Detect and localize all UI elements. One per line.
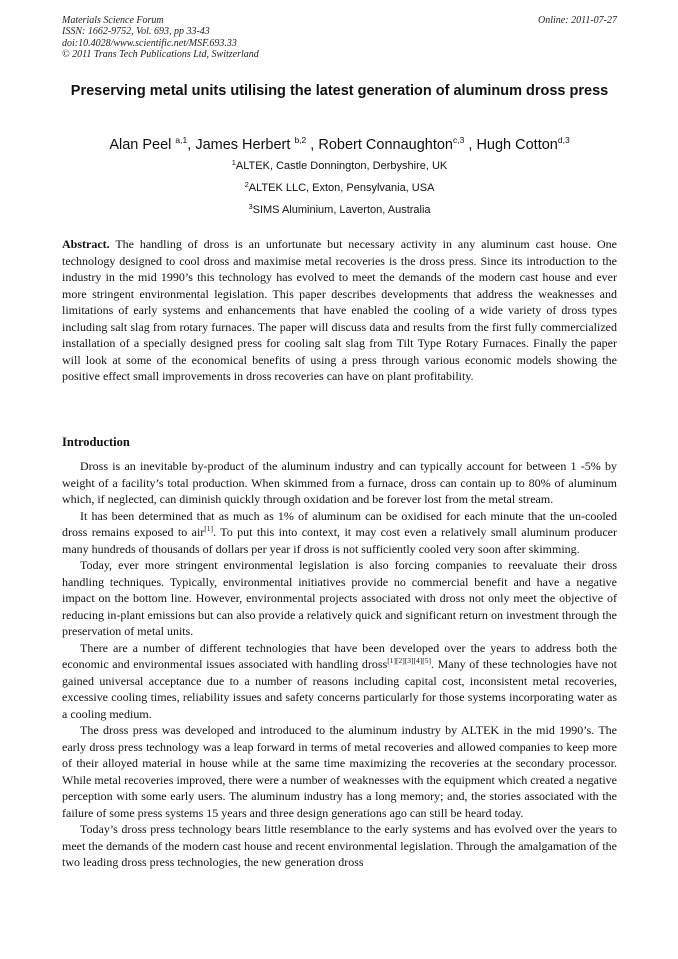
paragraph-text: . Many of these technologies have not gained universal acceptance due to a number of reasons including capital cost, inconsistent metal recoveries, excessive cooling times, reliability issues and safety concerns particularly for those systems incorporating water as a cooling medium.: [62, 657, 617, 721]
paragraph: Dross is an inevitable by-product of the aluminum industry and can typically account for between 1 -5% by weight of a facility’s total production. When skimmed from a furnace, dross can contain up to 80% of aluminum which, if neglected, can diminish quickly through oxidation and be forever lost from the metal stream.: [62, 459, 617, 506]
affil-number: 3: [248, 202, 253, 211]
journal-name: Materials Science Forum: [62, 15, 164, 26]
affil-number: 2: [244, 180, 249, 189]
paragraph-text: . To put this into context, it may cost even a relatively small aluminum producer many hundreds of thousands of dollars per year if dross is not sufficiently cooled very soon after skimming.: [62, 525, 618, 556]
affil-number: 1: [231, 158, 236, 167]
affiliation-1: [62, 156, 617, 173]
paragraph: [62, 640, 617, 723]
author-name: Hugh Cotton: [476, 137, 558, 153]
affiliation-3: [62, 200, 617, 217]
paragraph: Today, ever more stringent environmental legislation is also forcing companies to reevaluate their dross handling techniques. Typically, environmental initiatives provide no commercial benefit and have a negative impact on the bottom line. However, environmental projects associated with dross not only meet the objective of reducing in-plant emissions but can also provide a relatively quick and significant return on investment through the preservation of metal units.: [62, 558, 617, 638]
affil-text: ALTEK LLC, Exton, Pensylvania, USA: [248, 182, 435, 194]
abstract-text: The handling of dross is an unfortunate but necessary activity in any aluminum cast house. One technology designed to cool dross and maximise metal recoveries is the dross press. Since its introduction to the industry in the mid 1990’s this technology has evolved to meet the demands of the modern cast house and ever more stringent environmental legislation. This paper describes developments that address the weaknesses and limitations of early systems and enhancements that have enabled the cooling of a wide variety of dross types including salt slag from rotary furnaces. The paper will discuss data and results from the first fully commercialized installation of a specially designed press for cooling salt slag from Tilt Type Rotary Furnaces. Finally the paper will look at some of the economical benefits of using a press through various economic models showing the positive effect small improvements in dross recoveries can have on plant profitability.: [62, 237, 617, 383]
author-affil-mark: d,3: [557, 135, 570, 145]
abstract: [62, 236, 617, 385]
author-affil-mark: a,1: [175, 135, 188, 145]
paragraph: Today’s dross press technology bears little resemblance to the early systems and has evolved over the years to meet the demands of the modern cast house and recent environmental legislation. Through the amalgamation of the two leading dross press technologies, the new generation dross: [62, 822, 617, 869]
paper-title: Preserving metal units utilising the latest generation of aluminum dross press: [70, 83, 609, 99]
online-date: Online: 2011-07-27: [538, 15, 617, 26]
journal-header: [62, 15, 617, 60]
author-affil-mark: c,3: [453, 135, 465, 145]
paragraph: [62, 508, 617, 558]
author-affil-mark: b,2: [294, 135, 307, 145]
doi-line: doi:10.4028/www.scientific.net/MSF.693.33: [62, 37, 237, 49]
author-name: Robert Connaughton: [318, 137, 453, 153]
citation-ref[interactable]: [1]: [204, 524, 214, 533]
author-list: Alan Peel $^{a,1}$, James Herbert $^{b,2}$ , Robert Connaughton$^{c,3}$ , Hugh Cotton$^{d,3}$: [109, 135, 570, 153]
paragraph: The dross press was developed and introduced to the aluminum industry by ALTEK in the mid 1990’s. The early dross press technology was a leap forward in terms of metal recoveries and allowed companies to keep more of their alloyed material in house while at the same time maximizing the recoveries at the secondary processor. While metal recoveries improved, there were a number of weaknesses with the equipment which created a negative perception with some early users. The aluminum industry has a long memory; and, the stories associated with the failure of some press systems 15 years and three design generations ago can still be heard today.: [62, 723, 617, 820]
affil-text: ALTEK, Castle Donnington, Derbyshire, UK: [235, 160, 448, 172]
abstract-label: Abstract.: [62, 237, 110, 251]
author-name: James Herbert: [195, 137, 295, 153]
affil-text: SIMS Aluminium, Laverton, Australia: [252, 204, 431, 216]
copyright-line: © 2011 Trans Tech Publications Ltd, Switzerland: [62, 48, 259, 60]
paragraph-text: It has been determined that as much as 1% of aluminum can be oxidised for each minute that the un-cooled dross remains exposed to air: [62, 508, 617, 539]
issn-line: ISSN: 1662-9752, Vol. 693, pp 33-43: [62, 26, 210, 38]
citation-ref[interactable]: [1][2][3][4][5]: [387, 656, 431, 665]
paragraph-text: There are a number of different technologies that have been developed over the years to address both the economic and environmental issues associated with handling dross: [62, 640, 617, 671]
author-name: Alan Peel: [109, 137, 176, 153]
introduction-body: [62, 458, 617, 871]
section-heading-introduction: Introduction: [62, 435, 130, 449]
affiliation-2: [62, 178, 617, 195]
